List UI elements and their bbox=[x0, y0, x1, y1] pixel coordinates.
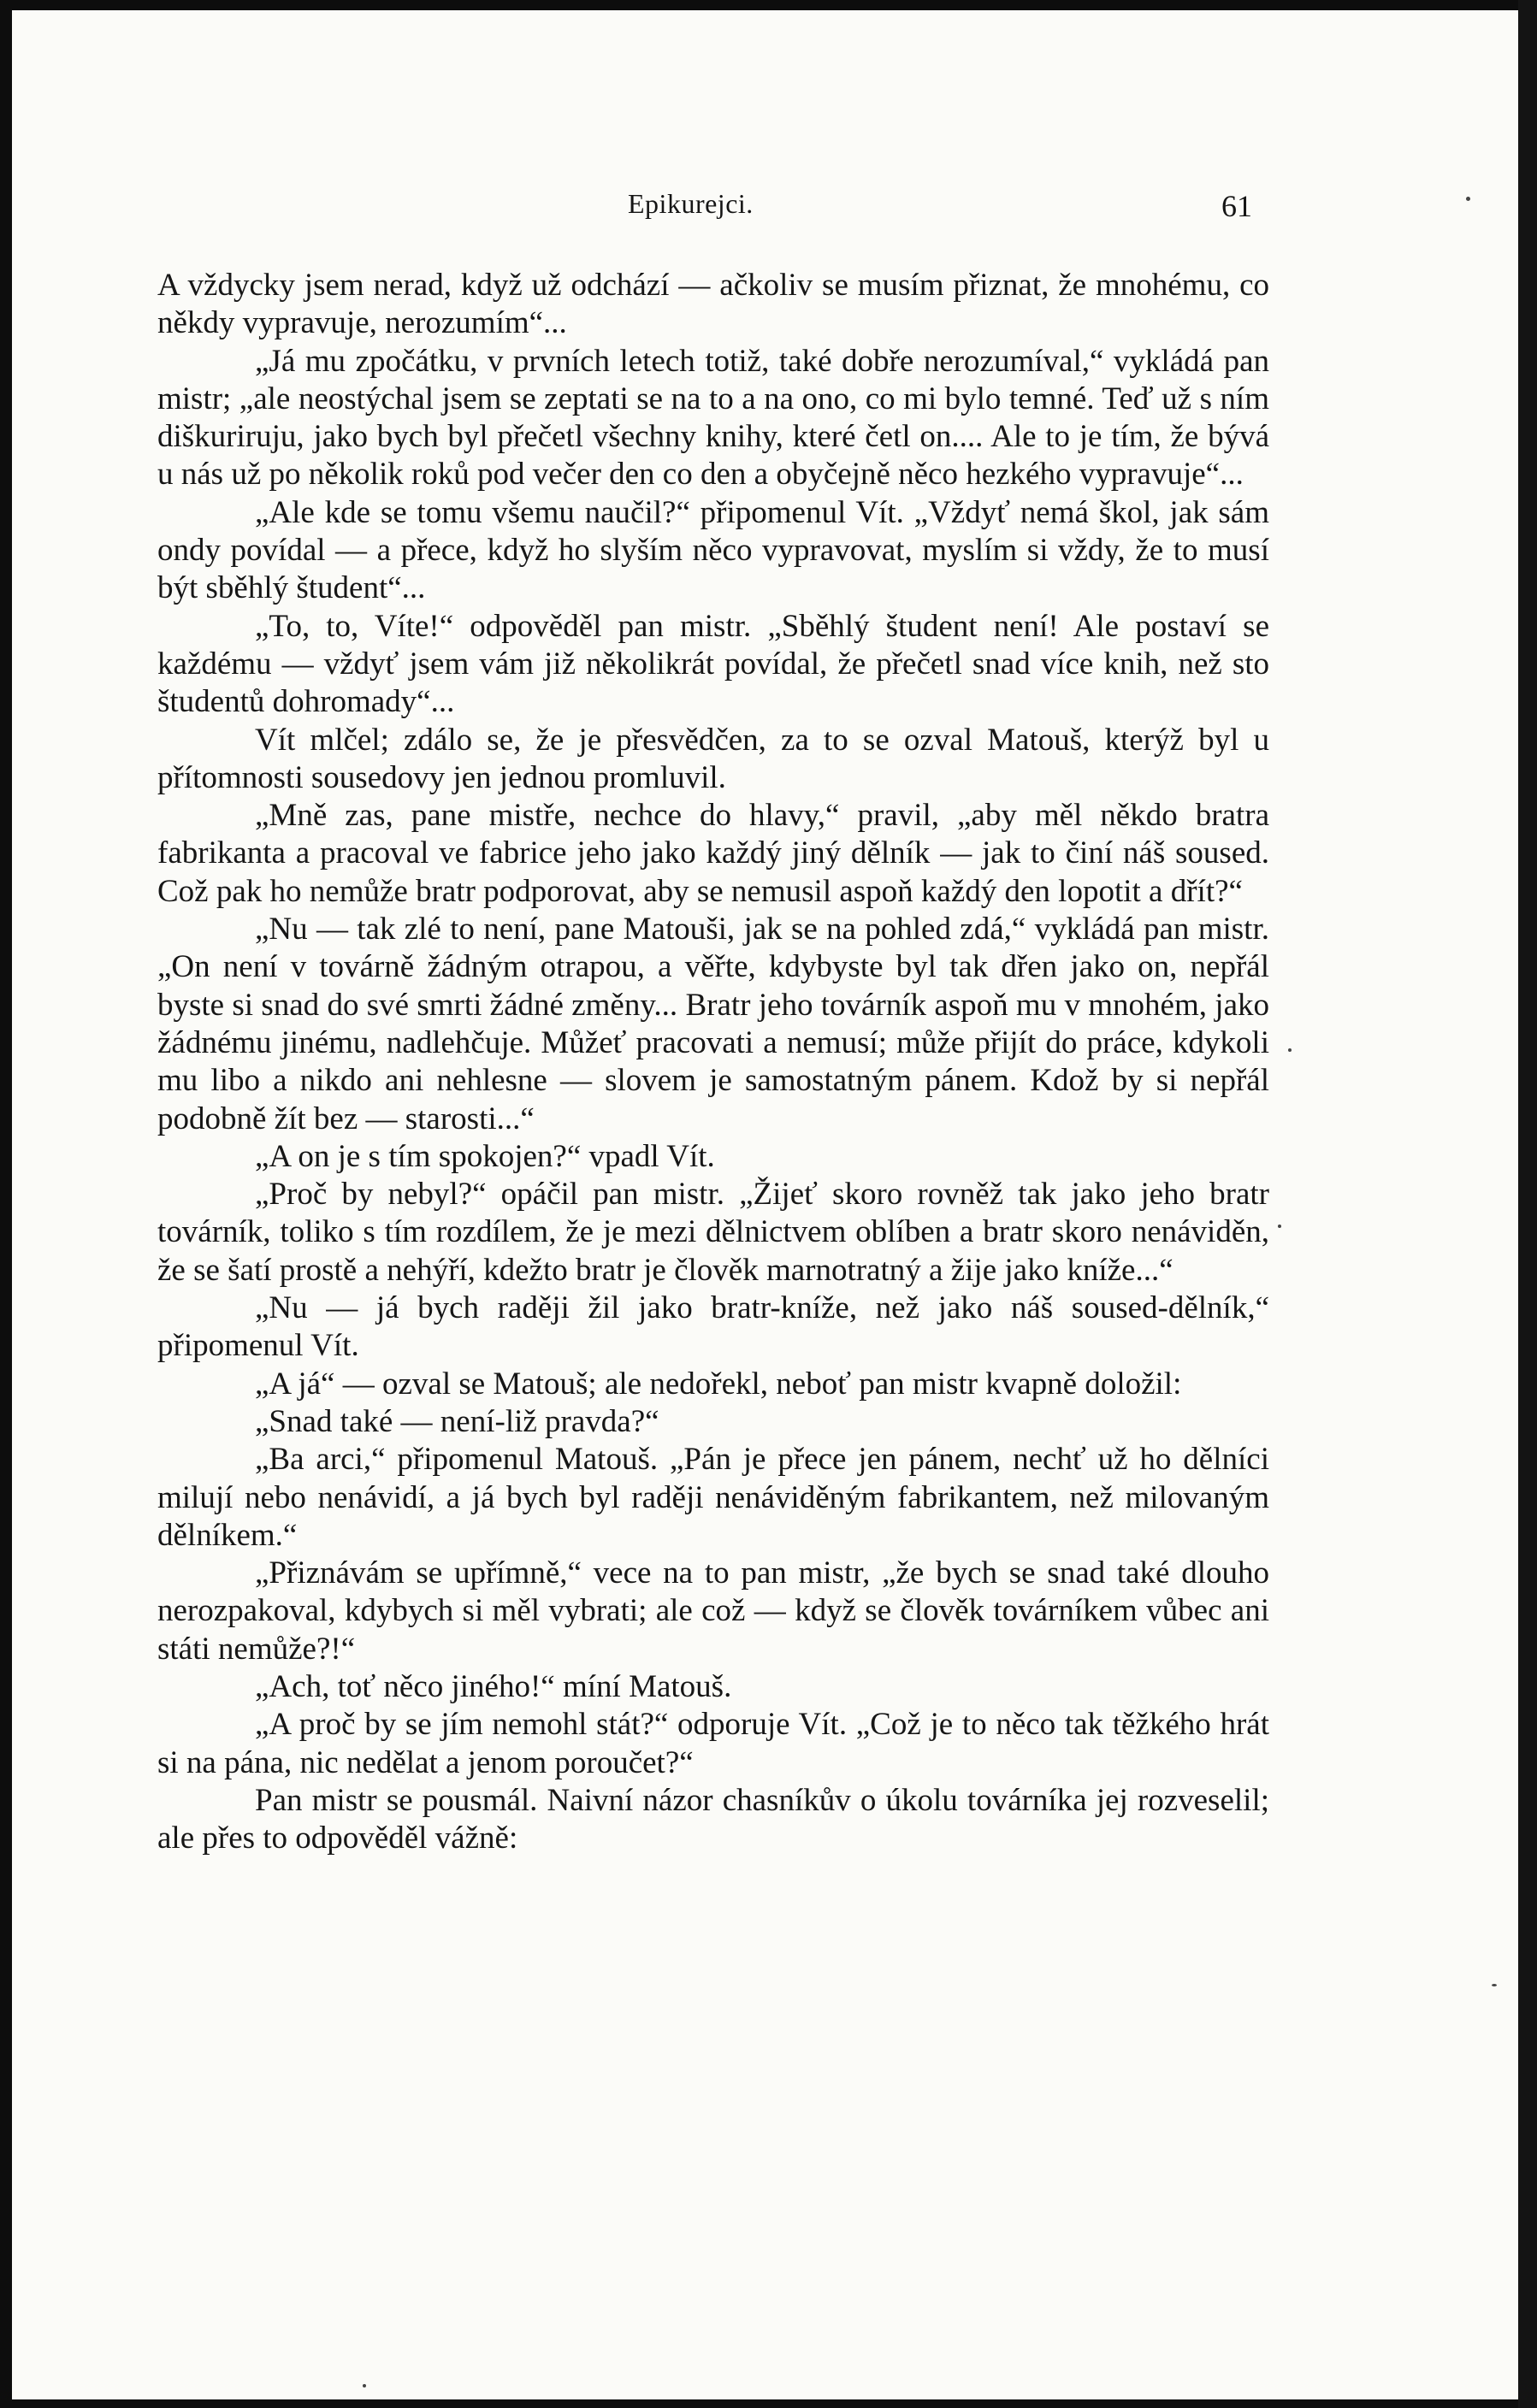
paragraph: „Ale kde se tomu všemu naučil?“ připomenul Vít. „Vždyť nemá škol, jak sám ondy povídal — a přece, když ho slyším něco vypravovat, myslím si vždy, že to musí být sběhlý študent“... bbox=[157, 494, 1269, 606]
paragraph: „Já mu zpočátku, v prvních letech totiž, také dobře nerozumíval,“ vykládá pan mistr; „ale neostýchal jsem se zeptati se na to a na ono, co mi bylo temné. Teď už s ním diškuriruju, jako bych byl přečetl všechny knihy, které četl on.... Ale to je tím, že bývá u nás už po několik roků pod večer den co den a obyčejně něco hezkého vypravuje“... bbox=[157, 343, 1269, 493]
body-text bbox=[157, 267, 1269, 1857]
paragraph: „Proč by nebyl?“ opáčil pan mistr. „Žijeť skoro rovněž tak jako jeho bratr továrník, toliko s tím rozdílem, že je mezi dělnictvem oblíben a bratr skoro nenáviděn, že se šatí prostě a nehýří, kdežto bratr je člověk marnotratný a žije jako kníže...“ bbox=[157, 1177, 1269, 1288]
paragraph: Vít mlčel; zdálo se, že je přesvědčen, za to se ozval Matouš, kterýž byl u přítomnosti sousedovy jen jednou promluvil. bbox=[157, 722, 1269, 795]
scan-speck bbox=[1466, 197, 1470, 201]
page-header bbox=[12, 10, 1518, 233]
page-edge-shadow bbox=[1518, 0, 1537, 2408]
paragraph: „Přiznávám se upřímně,“ vece na to pan mistr, „že bych se snad také dlouho nerozpakoval, kdybych si měl vybrati; ale což — když se člověk továrníkem vůbec ani státi nemůže?!“ bbox=[157, 1555, 1269, 1667]
scan-speck bbox=[1288, 1048, 1292, 1052]
paragraph: „A on je s tím spokojen?“ vpadl Vít. bbox=[255, 1138, 715, 1174]
paragraph: „Ach, toť něco jiného!“ míní Matouš. bbox=[255, 1668, 732, 1704]
paragraph: „Ba arci,“ připomenul Matouš. „Pán je přece jen pánem, nechť už ho dělníci milují nebo nenávidí, a já bych byl raději nenáviděným fabrikantem, než milovaným dělníkem.“ bbox=[157, 1442, 1269, 1553]
scan-speck bbox=[1492, 1984, 1497, 1986]
scan-speck bbox=[363, 2384, 366, 2387]
paragraph: „Nu — tak zlé to není, pane Matouši, jak se na pohled zdá,“ vykládá pan mistr. „On není v továrně žádným otrapou, a věřte, kdybyste byl tak dřen jako on, nepřál byste si snad do své smrti žádné změny... Bratr jeho továrník aspoň mu v mnohém, jako žádnému jinému, nadlehčuje. Můžeť pracovati a nemusí; může přijít do práce, kdykoli mu libo a nikdo ani nehlesne — slovem je samostatným pánem. Kdož by si nepřál podobně žít bez — starosti...“ bbox=[157, 912, 1269, 1136]
page-number: 61 bbox=[1221, 189, 1252, 223]
scan-speck bbox=[1278, 1225, 1281, 1228]
paragraph: „A proč by se jím nemohl stát?“ odporuje Vít. „Což je to něco tak těžkého hrát si na pána, nic nedělat a jenom poroučet?“ bbox=[157, 1707, 1269, 1780]
book-page bbox=[12, 10, 1518, 2399]
paragraph: „Nu — já bych raději žil jako bratr-kníže, než jako náš soused-dělník,“ připomenul Vít. bbox=[157, 1290, 1269, 1364]
paragraph: „Snad také — není-liž pravda?“ bbox=[255, 1403, 659, 1439]
paragraph: Pan mistr se pousmál. Naivní názor chasníkův o úkolu továrníka jej rozveselil; ale přes to odpověděl vážně: bbox=[157, 1782, 1269, 1856]
paragraph: „To, to, Víte!“ odpověděl pan mistr. „Sběhlý študent není! Ale postaví se každému — vždyť jsem vám již několikrát povídal, že přečetl snad více knih, než sto študentů dohromady“... bbox=[157, 608, 1269, 720]
paragraph: A vždycky jsem nerad, když už odchází — ačkoliv se musím přiznat, že mnohému, co někdy vypravuje, nerozumím“... bbox=[157, 268, 1269, 341]
paragraph: „Mně zas, pane mistře, nechce do hlavy,“ pravil, „aby měl někdo bratra fabrikanta a pracoval ve fabrice jeho jako každý jiný dělník — jak to činí náš soused. Což pak ho nemůže bratr podporovat, aby se nemusil aspoň každý den lopotit a dřít?“ bbox=[157, 798, 1269, 909]
running-title: Epikurejci. bbox=[628, 188, 754, 219]
paragraph: „A já“ — ozval se Matouš; ale nedořekl, neboť pan mistr kvapně doložil: bbox=[255, 1366, 1182, 1402]
